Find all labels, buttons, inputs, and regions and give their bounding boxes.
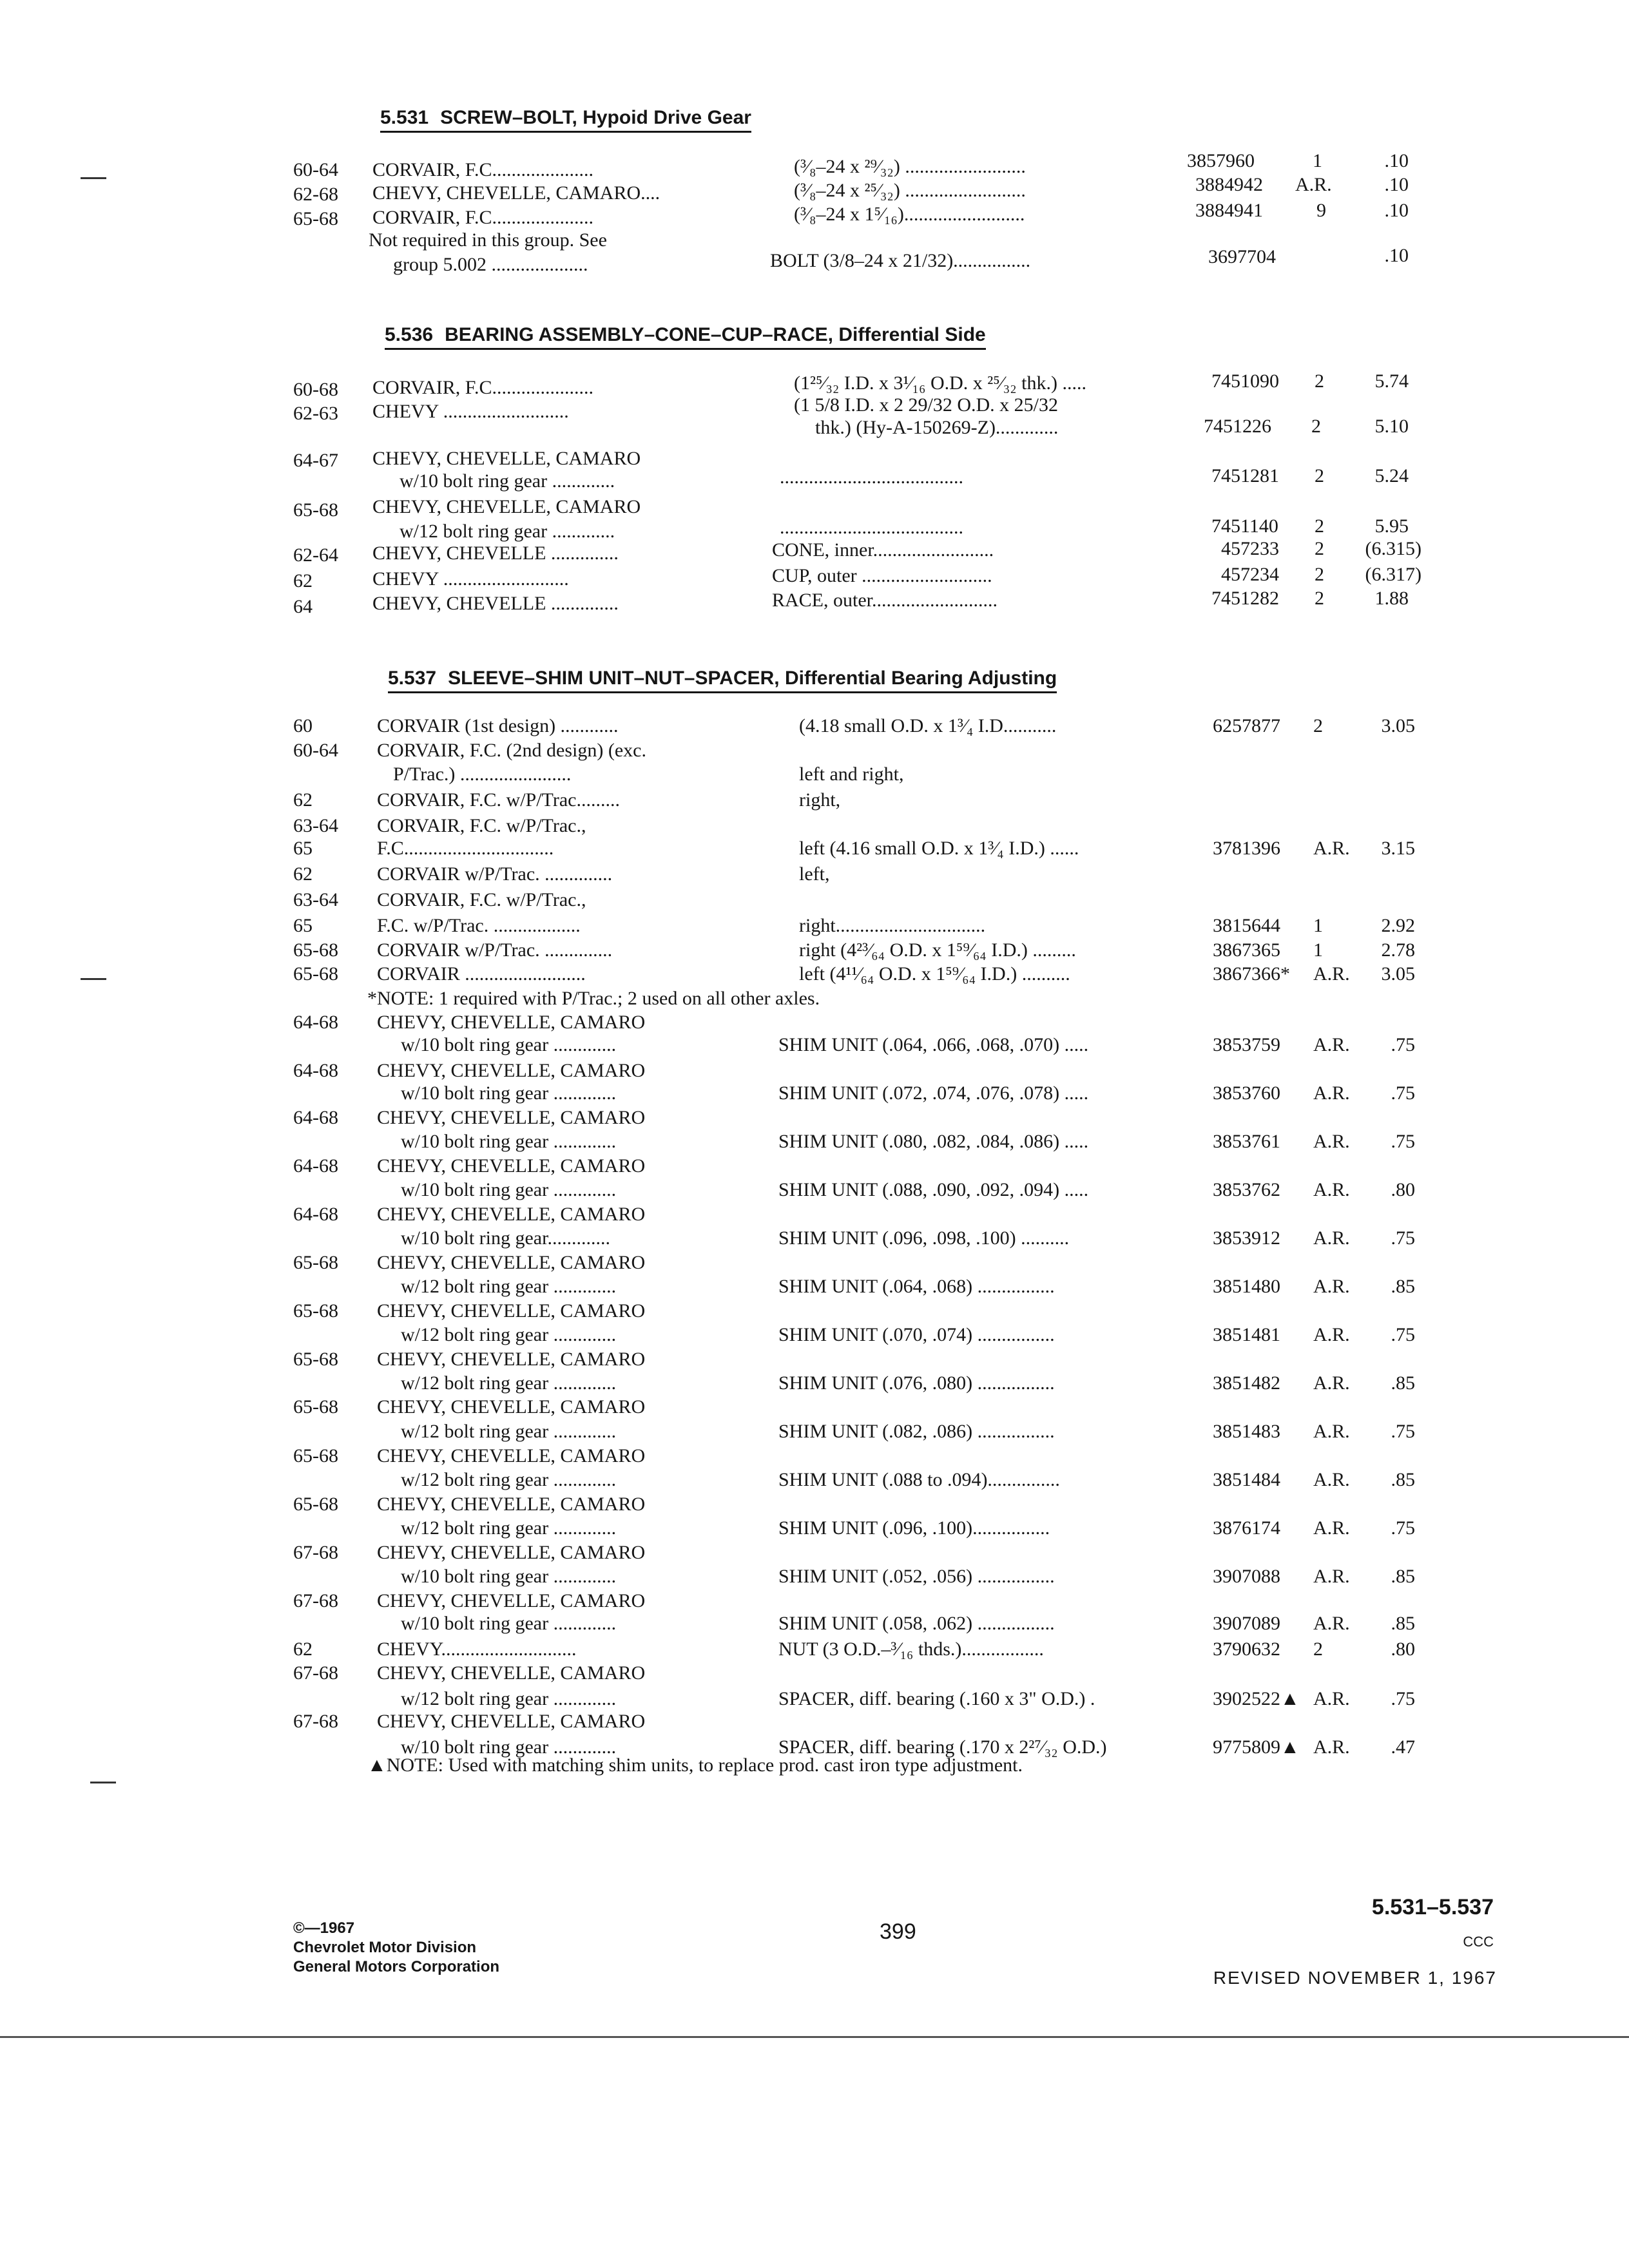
row-price: .85 [1391,1276,1415,1297]
row-quantity: A.R. [1313,1469,1350,1490]
row-part-number: 3857960 [1187,150,1255,171]
row-quantity: 1 [1313,939,1323,961]
row-model: CHEVY, CHEVELLE, CAMARO [377,1494,646,1515]
row-description: SHIM UNIT (.052, .056) ................ [778,1566,1055,1587]
row-part-number: 7451281 [1211,465,1279,486]
row-description: SHIM UNIT (.072, .074, .076, .078) ..... [778,1082,1089,1104]
row-quantity: 2 [1315,515,1324,537]
row-years: 64-68 [293,1155,338,1177]
row-part-number: 3853912 [1213,1227,1280,1249]
row-part-number: 6257877 [1213,715,1280,736]
row-quantity: 2 [1315,564,1324,585]
row-years: 67-68 [293,1590,338,1611]
row-description: thk.) (Hy-A-150269-Z)............. [815,417,1059,438]
row-description: NUT (3 O.D.–³⁄₁₆ thds.)................. [778,1639,1044,1660]
section-heading: SLEEVE–SHIM UNIT–NUT–SPACER, Differential Bearing Adjusting [448,668,1057,689]
row-model: CHEVY, CHEVELLE, CAMARO [377,1252,646,1273]
row-price: (6.315) [1365,538,1422,559]
row-price: .85 [1391,1372,1415,1394]
row-model: CHEVY, CHEVELLE, CAMARO [377,1662,646,1684]
row-years: 62-68 [293,184,338,205]
row-part-number: 7451282 [1211,588,1279,609]
row-quantity: A.R. [1313,1372,1350,1394]
row-model: CHEVY, CHEVELLE, CAMARO.... [372,182,660,204]
row-model: CORVAIR w/P/Trac. .............. [377,939,613,961]
row-model: CHEVY, CHEVELLE .............. [372,593,619,614]
row-price: 5.74 [1374,370,1409,392]
row-price: .10 [1384,150,1409,171]
row-model: CHEVY, CHEVELLE, CAMARO [372,448,641,469]
copyright-line: ©—1967 [293,1919,355,1937]
row-part-number: 3851483 [1213,1421,1280,1442]
row-quantity: 9 [1316,200,1326,221]
row-model: CORVAIR w/P/Trac. .............. [377,863,613,885]
row-description: RACE, outer.......................... [772,590,998,611]
row-part-number: 3884942 [1195,174,1263,195]
row-price: 3.05 [1381,963,1415,985]
row-quantity: A.R. [1313,1688,1350,1709]
row-description: left (4.16 small O.D. x 1³⁄₄ I.D.) ...... [799,838,1079,859]
row-price: .75 [1391,1688,1415,1709]
footnote: *NOTE: 1 required with P/Trac.; 2 used on all other axles. [367,988,820,1009]
row-description: (1 5/8 I.D. x 2 29/32 O.D. x 25/32 [794,394,1058,416]
row-price: 5.24 [1374,465,1409,486]
row-model: w/12 bolt ring gear ............. [400,521,615,542]
row-part-number: 3853761 [1213,1131,1280,1152]
row-description: (³⁄₈–24 x ²⁵⁄₃₂) ......................... [794,180,1026,201]
row-years: 62 [293,570,313,591]
row-price: .75 [1391,1227,1415,1249]
row-description: right............................... [799,915,986,936]
row-quantity: 2 [1313,1639,1323,1660]
row-model: CORVAIR, F.C. (2nd design) (exc. [377,740,646,761]
row-price: .85 [1391,1613,1415,1634]
row-part-number: 7451090 [1211,370,1279,392]
row-part-number: 3851484 [1213,1469,1280,1490]
row-years: 67-68 [293,1711,338,1732]
row-years: 65-68 [293,1349,338,1370]
row-model: CHEVY, CHEVELLE, CAMARO [377,1396,646,1418]
row-model: w/10 bolt ring gear ............. [401,1179,617,1200]
row-part-number: 3851481 [1213,1324,1280,1345]
row-quantity: A.R. [1295,174,1332,195]
row-description: SHIM UNIT (.070, .074) ................ [778,1324,1055,1345]
row-years: 65-68 [293,1445,338,1466]
row-quantity: 1 [1313,915,1323,936]
row-quantity: 2 [1315,465,1324,486]
row-model: CHEVY, CHEVELLE, CAMARO [377,1060,646,1081]
row-quantity: A.R. [1313,1324,1350,1345]
row-years: 63-64 [293,815,338,836]
section-number: 5.537 [388,668,437,689]
row-description: SHIM UNIT (.064, .066, .068, .070) ..... [778,1034,1089,1055]
row-description: (³⁄₈–24 x ²⁹⁄₃₂) ......................... [794,156,1026,177]
row-description: SHIM UNIT (.096, .098, .100) .......... [778,1227,1070,1249]
row-model: w/12 bolt ring gear ............. [401,1276,617,1297]
row-model: CHEVY .......................... [372,568,569,590]
row-description: SHIM UNIT (.088, .090, .092, .094) ..... [778,1179,1089,1200]
row-part-number: 3781396 [1213,838,1280,859]
section-heading: SCREW–BOLT, Hypoid Drive Gear [440,107,751,128]
row-part-number: 3853759 [1213,1034,1280,1055]
row-description: SHIM UNIT (.058, .062) ................ [778,1613,1055,1634]
footnote: ▲NOTE: Used with matching shim units, to replace prod. cast iron type adjustment. [367,1754,1023,1776]
row-price: 3.05 [1381,715,1415,736]
row-model: CORVAIR ......................... [377,963,586,985]
row-quantity: A.R. [1313,838,1350,859]
row-model: CORVAIR, F.C..................... [372,159,594,180]
row-part-number: 3851480 [1213,1276,1280,1297]
row-description: SHIM UNIT (.088 to .094)............... [778,1469,1060,1490]
row-part-number: 3867365 [1213,939,1280,961]
margin-mark-bottom [90,1782,116,1783]
row-price: (6.317) [1365,564,1422,585]
row-model: w/10 bolt ring gear............. [401,1227,610,1249]
row-description: right, [799,789,841,811]
publisher-division: Chevrolet Motor Division [293,1939,477,1956]
row-quantity: 2 [1311,416,1321,437]
row-model: CHEVY, CHEVELLE, CAMARO [377,1204,646,1225]
row-part-number: 7451226 [1204,416,1271,437]
row-years: 65 [293,838,313,859]
row-price: .10 [1384,200,1409,221]
row-model: w/10 bolt ring gear ............. [401,1736,617,1758]
row-quantity: A.R. [1313,963,1350,985]
row-years: 67-68 [293,1662,338,1684]
row-model: CHEVY, CHEVELLE, CAMARO [377,1711,646,1732]
margin-mark-top [81,177,106,179]
row-model: w/10 bolt ring gear ............. [401,1613,617,1634]
row-price: .80 [1391,1179,1415,1200]
row-quantity: A.R. [1313,1517,1350,1539]
row-model: CORVAIR, F.C. w/P/Trac., [377,889,586,910]
row-model: CHEVY, CHEVELLE, CAMARO [377,1012,646,1033]
row-model: CORVAIR, F.C..................... [372,377,594,398]
row-quantity: A.R. [1313,1566,1350,1587]
row-price: 3.15 [1381,838,1415,859]
row-model: w/12 bolt ring gear ............. [401,1421,617,1442]
row-part-number: 3907088 [1213,1566,1280,1587]
section-title-5531 [380,106,751,133]
row-years: 65-68 [293,1252,338,1273]
row-model: w/10 bolt ring gear ............. [401,1034,617,1055]
row-description: left (4¹¹⁄₆₄ O.D. x 1⁵⁹⁄₆₄ I.D.) .......... [799,963,1070,985]
row-price: .75 [1391,1421,1415,1442]
row-quantity: 2 [1315,370,1324,392]
row-quantity: A.R. [1313,1082,1350,1104]
row-description: CUP, outer ........................... [772,565,992,586]
row-description: (³⁄₈–24 x 1⁵⁄₁₆)......................... [794,204,1025,225]
row-price: .47 [1391,1736,1415,1758]
row-price: 2.78 [1381,939,1415,961]
row-model: CORVAIR (1st design) ............ [377,715,619,736]
row-description: ...................................... [780,466,963,488]
row-model: CHEVY, CHEVELLE, CAMARO [377,1445,646,1466]
row-model: CHEVY, CHEVELLE, CAMARO [377,1542,646,1563]
row-quantity: A.R. [1313,1421,1350,1442]
row-years: 65 [293,915,313,936]
page-bottom-rule [0,2036,1629,2038]
row-description: SHIM UNIT (.080, .082, .084, .086) ..... [778,1131,1089,1152]
row-model: CHEVY, CHEVELLE, CAMARO [377,1107,646,1128]
row-model: Not required in this group. See [369,229,607,251]
row-price: .75 [1391,1034,1415,1055]
row-model: CHEVY, CHEVELLE, CAMARO [377,1349,646,1370]
row-model: CHEVY............................ [377,1639,577,1660]
row-model: w/12 bolt ring gear ............. [401,1469,617,1490]
row-model: w/12 bolt ring gear ............. [401,1372,617,1394]
row-part-number: 3790632 [1213,1639,1280,1660]
row-model: w/12 bolt ring gear ............. [401,1688,617,1709]
row-quantity: A.R. [1313,1034,1350,1055]
row-price: 5.10 [1374,416,1409,437]
row-description: SHIM UNIT (.064, .068) ................ [778,1276,1055,1297]
row-quantity: A.R. [1313,1179,1350,1200]
section-title-5537 [388,667,1057,693]
row-price: .10 [1384,245,1409,266]
row-years: 62 [293,1639,313,1660]
row-years: 65-68 [293,1300,338,1321]
section-number: 5.531 [380,107,429,128]
row-price: .10 [1384,174,1409,195]
row-part-number: 3867366* [1213,963,1290,985]
row-quantity: 2 [1313,715,1323,736]
row-model: CORVAIR, F.C. w/P/Trac......... [377,789,620,811]
row-years: 62-64 [293,544,338,566]
row-years: 60-68 [293,379,338,400]
row-quantity: A.R. [1313,1131,1350,1152]
row-description: SPACER, diff. bearing (.160 x 3" O.D.) . [778,1688,1095,1709]
row-part-number: 457234 [1221,564,1279,585]
row-description: BOLT (3/8–24 x 21/32)................ [770,250,1031,271]
row-years: 65-68 [293,963,338,985]
row-part-number: 3851482 [1213,1372,1280,1394]
row-years: 60-64 [293,159,338,180]
group-range: 5.531–5.537 [1371,1895,1494,1919]
row-description: SHIM UNIT (.096, .100)................ [778,1517,1050,1539]
row-years: 64-67 [293,450,338,471]
row-years: 62-63 [293,403,338,424]
row-years: 63-64 [293,889,338,910]
row-quantity: 1 [1313,150,1322,171]
row-quantity: A.R. [1313,1736,1350,1758]
row-part-number: 7451140 [1211,515,1278,537]
row-model: F.C. w/P/Trac. .................. [377,915,581,936]
row-years: 62 [293,789,313,811]
publisher-block [293,1919,499,1977]
row-years: 60 [293,715,313,736]
row-years: 67-68 [293,1542,338,1563]
row-model: CHEVY, CHEVELLE, CAMARO [377,1300,646,1321]
row-description: right (4²³⁄₆₄ O.D. x 1⁵⁹⁄₆₄ I.D.) ......... [799,939,1076,961]
row-price: .85 [1391,1566,1415,1587]
row-price: 1.88 [1374,588,1409,609]
row-years: 64-68 [293,1204,338,1225]
row-part-number: 3907089 [1213,1613,1280,1634]
row-price: .75 [1391,1517,1415,1539]
row-model: CORVAIR, F.C. w/P/Trac., [377,815,586,836]
row-part-number: 3884941 [1195,200,1263,221]
row-part-number: 3815644 [1213,915,1280,936]
row-price: .75 [1391,1324,1415,1345]
row-part-number: 3853762 [1213,1179,1280,1200]
row-model: P/Trac.) ....................... [393,764,572,785]
row-price: .80 [1391,1639,1415,1660]
row-description: ...................................... [780,517,963,538]
row-model: w/10 bolt ring gear ............. [401,1131,617,1152]
row-model: w/12 bolt ring gear ............. [401,1324,617,1345]
row-description: left, [799,863,830,885]
section-number: 5.536 [385,324,434,345]
row-description: SHIM UNIT (.082, .086) ................ [778,1421,1055,1442]
row-years: 64-68 [293,1107,338,1128]
row-model: w/10 bolt ring gear ............. [401,1082,617,1104]
section-title-5536 [385,323,986,350]
row-part-number: 9775809▲ [1213,1736,1300,1758]
row-years: 65-68 [293,208,338,229]
row-years: 64-68 [293,1012,338,1033]
row-part-number: 457233 [1221,538,1279,559]
row-description: (1²⁵⁄₃₂ I.D. x 3¹⁄₁₆ O.D. x ²⁵⁄₃₂ thk.) ..... [794,372,1086,394]
row-price: .75 [1391,1131,1415,1152]
row-model: w/12 bolt ring gear ............. [401,1517,617,1539]
row-years: 65-68 [293,1396,338,1418]
margin-mark-middle [81,978,106,980]
row-model: CHEVY, CHEVELLE, CAMARO [377,1590,646,1611]
row-description: CONE, inner......................... [772,539,994,561]
row-part-number: 3902522▲ [1213,1688,1300,1709]
row-quantity: 2 [1315,538,1324,559]
row-description: SHIM UNIT (.076, .080) ................ [778,1372,1055,1394]
row-model: CHEVY, CHEVELLE, CAMARO [372,496,641,517]
section-heading: BEARING ASSEMBLY–CONE–CUP–RACE, Differential Side [445,324,986,345]
row-model: w/10 bolt ring gear ............. [400,470,615,492]
row-model: group 5.002 .................... [393,254,588,275]
row-part-number: 3697704 [1208,246,1276,267]
row-years: 62 [293,863,313,885]
row-description: SPACER, diff. bearing (.170 x 2²⁷⁄₃₂ O.D.) [778,1736,1107,1758]
page-number: 399 [880,1919,916,1944]
row-years: 65-68 [293,1494,338,1515]
publisher-corporation: General Motors Corporation [293,1958,500,1975]
row-price: 2.92 [1381,915,1415,936]
row-quantity: A.R. [1313,1227,1350,1249]
row-model: CHEVY .......................... [372,401,569,422]
row-years: 60-64 [293,740,338,761]
row-part-number: 3876174 [1213,1517,1280,1539]
row-model: w/10 bolt ring gear ............. [401,1566,617,1587]
row-years: 64-68 [293,1060,338,1081]
revision-date: REVISED NOVEMBER 1, 1967 [1213,1968,1497,1988]
row-description: (4.18 small O.D. x 1³⁄₄ I.D........... [799,715,1057,736]
catalog-code: CCC [1463,1934,1494,1950]
row-model: CHEVY, CHEVELLE .............. [372,543,619,564]
row-years: 65-68 [293,939,338,961]
row-model: F.C............................... [377,838,554,859]
row-description: left and right, [799,764,904,785]
row-part-number: 3853760 [1213,1082,1280,1104]
row-price: .85 [1391,1469,1415,1490]
row-years: 65-68 [293,499,338,521]
row-price: 5.95 [1374,515,1409,537]
row-years: 64 [293,596,313,617]
row-model: CORVAIR, F.C..................... [372,207,594,228]
row-quantity: A.R. [1313,1613,1350,1634]
row-price: .75 [1391,1082,1415,1104]
row-quantity: A.R. [1313,1276,1350,1297]
row-quantity: 2 [1315,588,1324,609]
row-model: CHEVY, CHEVELLE, CAMARO [377,1155,646,1177]
